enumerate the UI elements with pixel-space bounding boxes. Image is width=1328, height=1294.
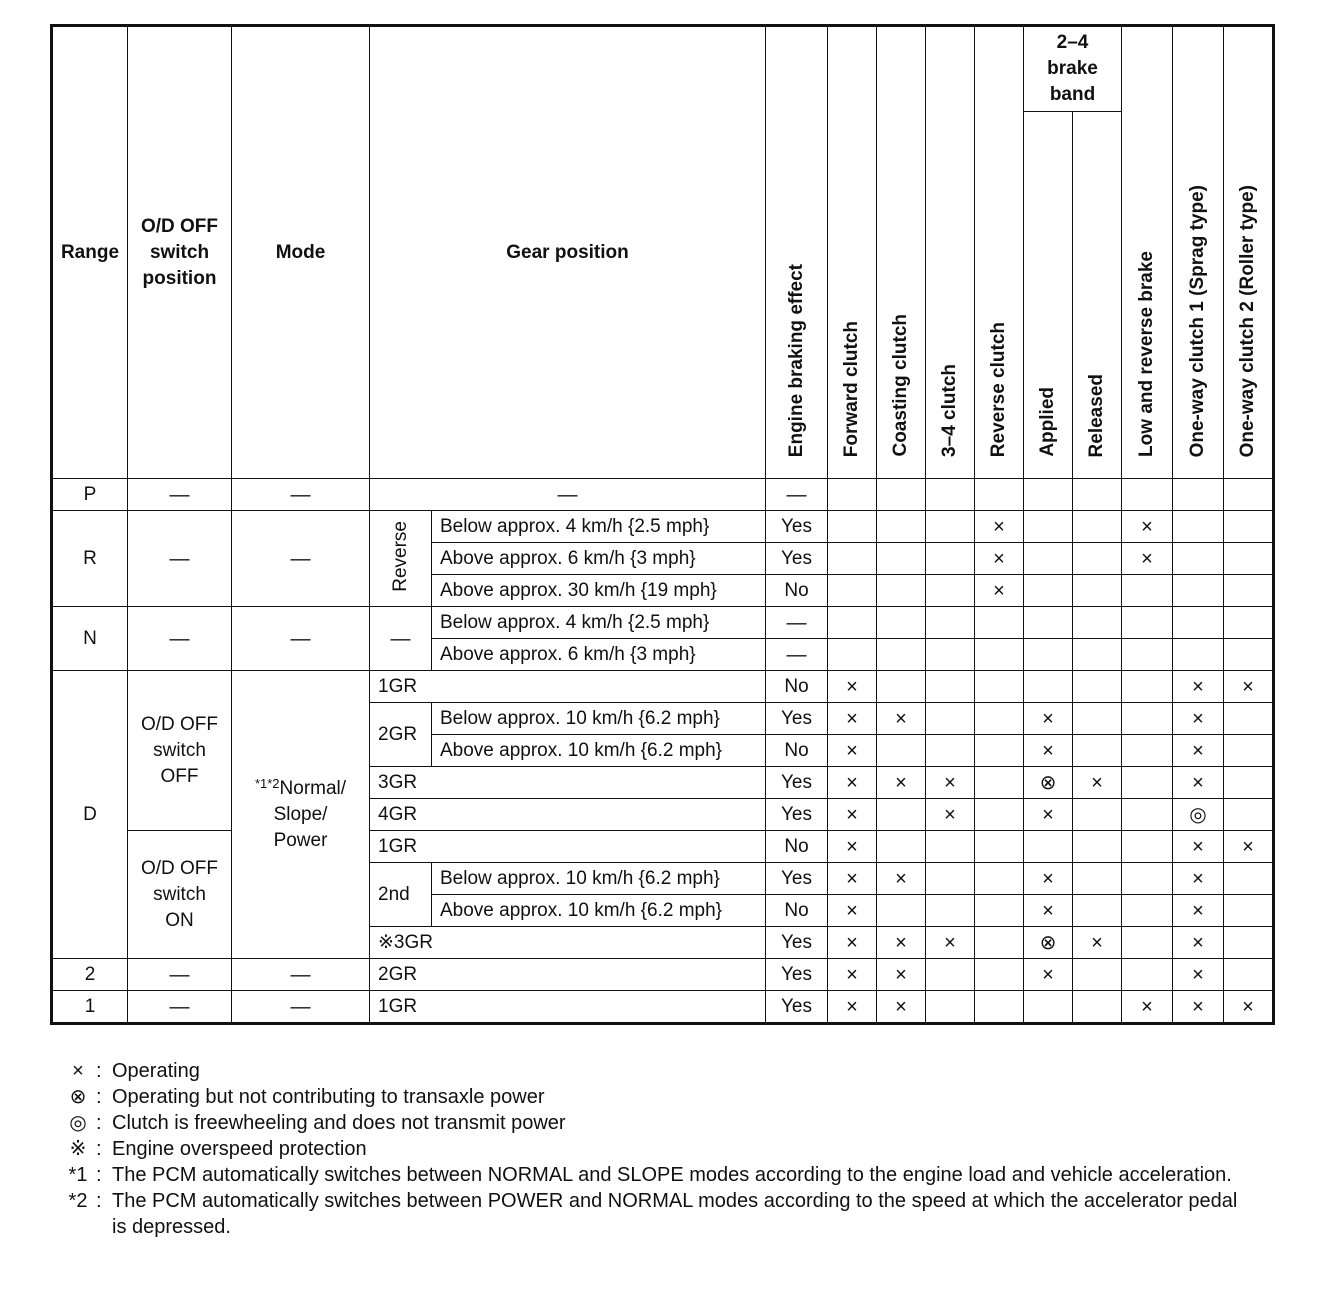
- legend-item: [60, 1162, 1240, 1188]
- engine-braking-cell: Yes: [766, 511, 828, 543]
- legend-text: The PCM automatically switches between POWER and NORMAL modes according to the speed at which the accelerator pedal is depressed.: [112, 1190, 1238, 1238]
- legend-item: [60, 1188, 1240, 1240]
- od-switch-on-cell: O/D OFF switch ON: [128, 831, 232, 959]
- legend-item: [60, 1058, 1240, 1084]
- condition-cell: Below approx. 10 km/h {6.2 mph}: [432, 703, 766, 735]
- legend-colon: :: [96, 1086, 102, 1108]
- operating-mark: ×: [1024, 895, 1073, 927]
- operating-mark: ×: [877, 863, 926, 895]
- gear-cell: 1GR: [370, 831, 766, 863]
- operation-table-sheet: [50, 24, 1272, 1025]
- header-reverse-clutch: Reverse clutch: [975, 26, 1024, 479]
- dash-cell: —: [128, 991, 232, 1024]
- gear-cell: 2GR: [370, 703, 432, 767]
- operating-mark: ×: [828, 799, 877, 831]
- table-row: [52, 479, 1274, 511]
- range-cell: R: [52, 511, 128, 607]
- condition-cell: Above approx. 10 km/h {6.2 mph}: [432, 735, 766, 767]
- legend-text: Operating: [112, 1060, 200, 1082]
- operating-mark: ×: [828, 959, 877, 991]
- operating-mark: ×: [828, 991, 877, 1024]
- legend-text: Engine overspeed protection: [112, 1138, 367, 1160]
- operating-mark: ×: [828, 767, 877, 799]
- legend-item: [60, 1110, 1240, 1136]
- dash-cell: —: [232, 479, 370, 511]
- operating-mark: ×: [1024, 735, 1073, 767]
- operating-mark: ×: [1173, 895, 1224, 927]
- dash-cell: —: [232, 607, 370, 671]
- dash-cell: —: [128, 607, 232, 671]
- engine-braking-cell: Yes: [766, 799, 828, 831]
- operating-mark: ×: [975, 543, 1024, 575]
- footnote-1-symbol: *1: [68, 1164, 88, 1186]
- dash-cell: —: [232, 991, 370, 1024]
- operating-mark: ×: [828, 831, 877, 863]
- legend-colon: :: [96, 1164, 102, 1186]
- operating-mark: ×: [975, 575, 1024, 607]
- gear-cell: 3GR: [370, 767, 766, 799]
- operating-mark: ×: [828, 703, 877, 735]
- header-gear-position: Gear position: [370, 26, 766, 479]
- legend-text: Operating but not contributing to transaxle power: [112, 1086, 545, 1108]
- header-brake-band: 2–4 brake band: [1024, 26, 1122, 112]
- operating-mark: ×: [828, 895, 877, 927]
- operating-mark: ×: [1073, 927, 1122, 959]
- header-released: Released: [1073, 112, 1122, 479]
- od-switch-off-cell: O/D OFF switch OFF: [128, 671, 232, 831]
- operating-mark: ×: [1024, 959, 1073, 991]
- operating-mark: ×: [975, 511, 1024, 543]
- range-cell: N: [52, 607, 128, 671]
- range-cell: 1: [52, 991, 128, 1024]
- range-cell: D: [52, 671, 128, 959]
- dash-cell: —: [232, 959, 370, 991]
- operating-mark: ×: [1173, 671, 1224, 703]
- header-34-clutch: 3–4 clutch: [926, 26, 975, 479]
- range-cell: 2: [52, 959, 128, 991]
- dash-cell: —: [128, 511, 232, 607]
- engine-braking-cell: Yes: [766, 543, 828, 575]
- operating-mark: ×: [1173, 991, 1224, 1024]
- legend-text: Clutch is freewheeling and does not transmit power: [112, 1112, 566, 1134]
- engine-braking-cell: No: [766, 735, 828, 767]
- engine-braking-cell: Yes: [766, 767, 828, 799]
- dash-cell: —: [766, 639, 828, 671]
- condition-cell: Above approx. 10 km/h {6.2 mph}: [432, 895, 766, 927]
- operating-not-contributing-mark: ⊗: [1024, 767, 1073, 799]
- operating-mark: ×: [926, 927, 975, 959]
- table-row: [52, 671, 1274, 703]
- condition-cell: Below approx. 4 km/h {2.5 mph}: [432, 607, 766, 639]
- header-row: [52, 26, 1274, 112]
- condition-cell: Above approx. 6 km/h {3 mph}: [432, 639, 766, 671]
- condition-cell: Below approx. 4 km/h {2.5 mph}: [432, 511, 766, 543]
- condition-cell: Above approx. 30 km/h {19 mph}: [432, 575, 766, 607]
- operating-mark: ×: [1224, 991, 1274, 1024]
- engine-braking-cell: No: [766, 671, 828, 703]
- operating-mark: ×: [926, 767, 975, 799]
- header-mode: Mode: [232, 26, 370, 479]
- operating-mark: ×: [828, 671, 877, 703]
- clutch-brake-operation-table: [50, 24, 1275, 1025]
- operating-mark: ×: [1024, 703, 1073, 735]
- legend-colon: :: [96, 1060, 102, 1082]
- condition-cell: Below approx. 10 km/h {6.2 mph}: [432, 863, 766, 895]
- dash-cell: —: [128, 959, 232, 991]
- overspeed-symbol: ※: [69, 1138, 87, 1160]
- operating-mark: ×: [1173, 863, 1224, 895]
- header-range: Range: [52, 26, 128, 479]
- freewheeling-mark: ◎: [1173, 799, 1224, 831]
- dash-cell: —: [128, 479, 232, 511]
- operating-mark: ×: [1173, 927, 1224, 959]
- operating-symbol: ×: [72, 1060, 84, 1082]
- legend-item: [60, 1136, 1240, 1162]
- operating-mark: ×: [1024, 863, 1073, 895]
- legend-colon: :: [96, 1138, 102, 1160]
- engine-braking-cell: Yes: [766, 703, 828, 735]
- operating-mark: ×: [828, 735, 877, 767]
- legend-colon: :: [96, 1190, 102, 1212]
- engine-braking-cell: No: [766, 575, 828, 607]
- header-engine-braking: Engine braking effect: [766, 26, 828, 479]
- engine-braking-cell: Yes: [766, 927, 828, 959]
- header-low-reverse-brake: Low and reverse brake: [1122, 26, 1173, 479]
- mode-cell: $^{*1*2}$Normal/ Slope/ Power: [232, 671, 370, 959]
- engine-braking-cell: Yes: [766, 863, 828, 895]
- operating-mark: ×: [877, 703, 926, 735]
- header-applied: Applied: [1024, 112, 1073, 479]
- reverse-label: Reverse: [370, 511, 432, 607]
- header-owc2: One-way clutch 2 (Roller type): [1224, 26, 1274, 479]
- table-row: [52, 959, 1274, 991]
- operating-not-contributing-symbol: ⊗: [69, 1086, 87, 1108]
- gear-cell: 4GR: [370, 799, 766, 831]
- engine-braking-cell: Yes: [766, 959, 828, 991]
- legend-colon: :: [96, 1112, 102, 1134]
- dash-cell: —: [370, 479, 766, 511]
- header-coasting-clutch: Coasting clutch: [877, 26, 926, 479]
- table-row: [52, 991, 1274, 1024]
- operating-mark: ×: [1224, 671, 1274, 703]
- operating-mark: ×: [877, 991, 926, 1024]
- dash-cell: —: [232, 511, 370, 607]
- operating-mark: ×: [1224, 831, 1274, 863]
- table-row: [52, 511, 1274, 543]
- operating-mark: ×: [877, 767, 926, 799]
- header-od-switch: O/D OFF switch position: [128, 26, 232, 479]
- operating-mark: ×: [1173, 767, 1224, 799]
- operating-mark: ×: [1122, 991, 1173, 1024]
- operating-mark: ×: [877, 927, 926, 959]
- gear-cell: 2GR: [370, 959, 766, 991]
- operating-mark: ×: [1173, 735, 1224, 767]
- operating-mark: ×: [1073, 767, 1122, 799]
- footnote-2-symbol: *2: [68, 1190, 88, 1212]
- engine-braking-cell: No: [766, 895, 828, 927]
- legend-item: [60, 1084, 1240, 1110]
- header-forward-clutch: Forward clutch: [828, 26, 877, 479]
- operating-mark: ×: [1122, 511, 1173, 543]
- legend: [60, 1058, 1240, 1240]
- operating-mark: ×: [877, 959, 926, 991]
- operating-mark: ×: [828, 927, 877, 959]
- condition-cell: Above approx. 6 km/h {3 mph}: [432, 543, 766, 575]
- table-row: [52, 607, 1274, 639]
- dash-cell: —: [766, 607, 828, 639]
- operating-mark: ×: [1173, 959, 1224, 991]
- dash-cell: —: [370, 607, 432, 671]
- operating-mark: ×: [1173, 703, 1224, 735]
- gear-cell: 2nd: [370, 863, 432, 927]
- gear-cell: 1GR: [370, 991, 766, 1024]
- gear-cell: ※3GR: [370, 927, 766, 959]
- operating-not-contributing-mark: ⊗: [1024, 927, 1073, 959]
- freewheeling-symbol: ◎: [69, 1112, 87, 1134]
- range-cell: P: [52, 479, 128, 511]
- legend-text: The PCM automatically switches between NORMAL and SLOPE modes according to the engine load and vehicle acceleration.: [112, 1164, 1232, 1186]
- operating-mark: ×: [1122, 543, 1173, 575]
- dash-cell: —: [766, 479, 828, 511]
- header-owc1: One-way clutch 1 (Sprag type): [1173, 26, 1224, 479]
- engine-braking-cell: No: [766, 831, 828, 863]
- operating-mark: ×: [926, 799, 975, 831]
- engine-braking-cell: Yes: [766, 991, 828, 1024]
- operating-mark: ×: [1173, 831, 1224, 863]
- operating-mark: ×: [828, 863, 877, 895]
- operating-mark: ×: [1024, 799, 1073, 831]
- gear-cell: 1GR: [370, 671, 766, 703]
